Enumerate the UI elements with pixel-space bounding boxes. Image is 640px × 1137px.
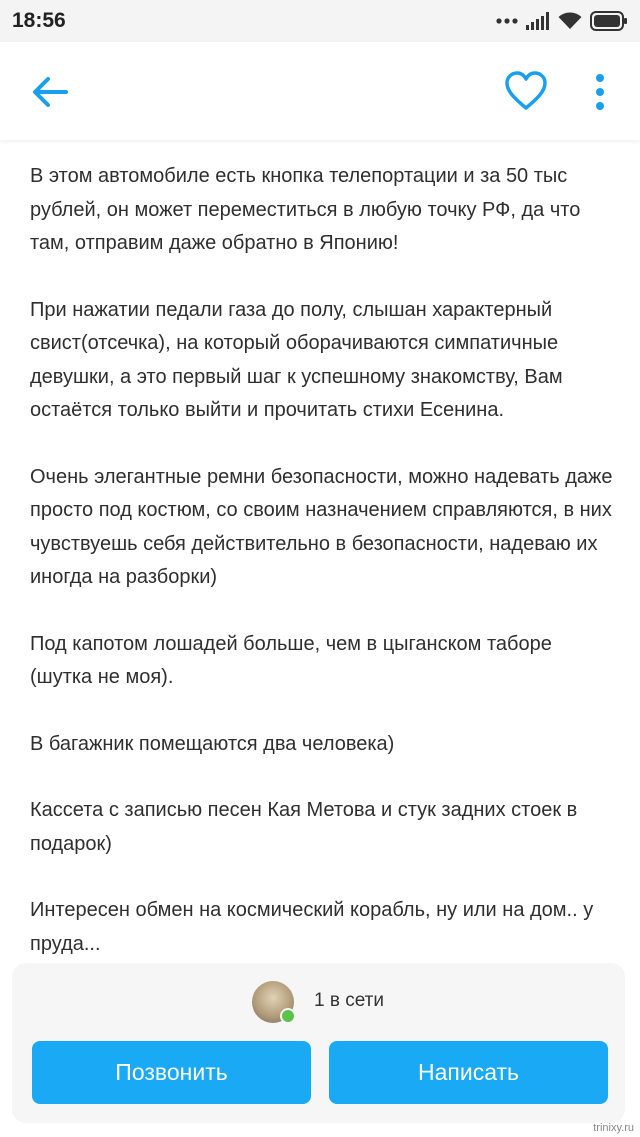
description-paragraph: При нажатии педали газа до полу, слышан характерный свист(отсечка), на который оборачиваются симпатичные девушки, а это первый шаг к успешному знакомству, Вам остаётся только выйти и прочитать стихи Есенина. [30,298,563,421]
arrow-left-icon [30,74,70,110]
system-icons [496,10,628,32]
ad-description [30,160,615,994]
heart-outline-icon [504,70,548,112]
status-bar [0,0,640,42]
online-status-text: 1 в сети [314,990,384,1011]
vertical-dots-icon [588,72,612,112]
description-paragraph: Кассета с записью песен Кая Метова и стук задних стоек в подарок) [30,799,578,855]
description-paragraph: В багажник помещаются два человека) [30,732,395,755]
favorite-button[interactable] [504,70,548,112]
wifi-icon [558,12,582,30]
battery-icon [590,11,628,31]
watermark: trinixy.ru [593,1122,634,1134]
signal-icon [526,12,550,30]
call-button[interactable]: Позвонить [32,1041,311,1104]
more-dots-icon [496,17,518,25]
back-button[interactable] [30,74,70,110]
status-time: 18:56 [12,9,66,32]
online-status-dot [280,1008,296,1024]
message-button[interactable]: Написать [329,1041,608,1104]
contact-panel [12,963,625,1123]
description-paragraph: В этом автомобиле есть кнопка телепортации и за 50 тыс рублей, он может переместиться в любую точку РФ, да что там, отправим даже обратно в Японию! [30,165,581,254]
top-app-bar [0,42,640,140]
description-paragraph: Интересен обмен на космический корабль, ну или на дом.. у пруда... [30,899,594,955]
description-paragraph: Очень элегантные ремни безопасности, можно надевать даже просто под костюм, со своим назначением справляются, в них чувствуешь себя действительно в безопасности, надеваю их иногда на разборки) [30,465,613,588]
seller-avatar[interactable] [252,981,294,1023]
more-menu-button[interactable] [588,72,612,112]
description-paragraph: Под капотом лошадей больше, чем в цыганском таборе (шутка не моя). [30,632,552,688]
